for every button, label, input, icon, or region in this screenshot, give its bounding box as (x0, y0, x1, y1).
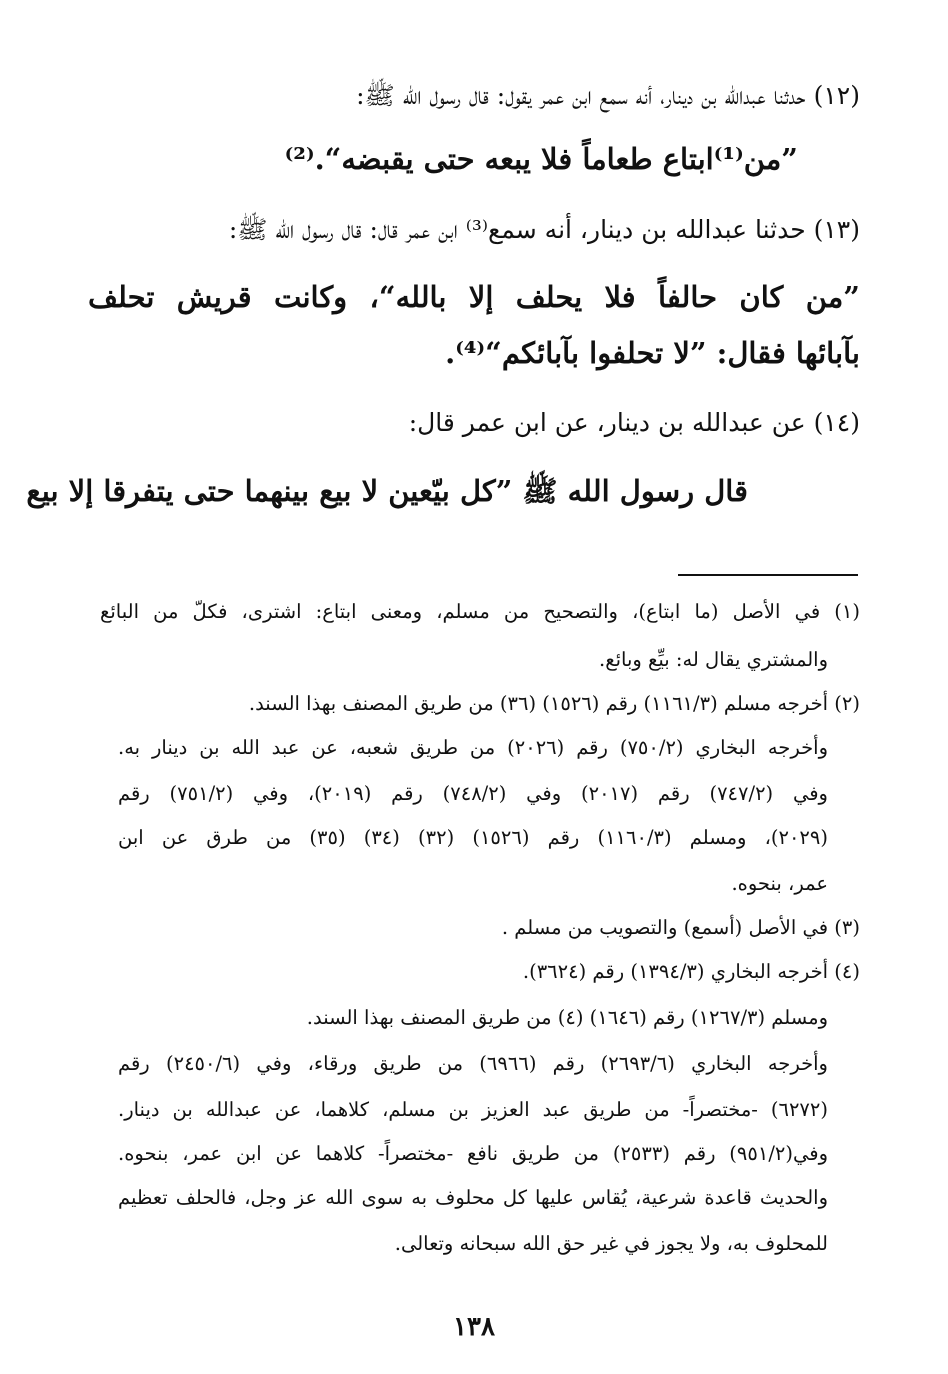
hadith-13-text-line-2: بآبائها فقال: ”لا تحلفوا بآبائكم“⁽⁴⁾. (445, 336, 860, 370)
footnote-4-line-5: وفي(٩٥١/٢) رقم (٢٥٣٣) من طريق نافع -مختصراً- كلاهما عن ابن عمر، بنحوه. (118, 1142, 828, 1165)
hadith-12-chain: (١٢) حدثنا عبدالله بن دينار، أنه سمع ابن عمر يقول: قال رسول الله ﷺ: (356, 81, 860, 110)
footnote-2-line-1: (٢) أخرجه مسلم (١١٦١/٣) رقم (١٥٢٦) (٣٦) من طريق المصنف بهذا السند. (248, 692, 860, 715)
footnote-4-line-3: وأخرجه البخاري (٢٦٩٣/٦) رقم (٦٩٦٦) من طريق ورقاء، وفي (٢٤٥٠/٦) رقم (118, 1052, 828, 1075)
footnote-4-line-4: (٦٢٧٢) -مختصراً- من طريق عبد العزيز بن مسلم، كلاهما، عن عبدالله بن دينار. (118, 1098, 828, 1121)
hadith-12-text: ”من⁽¹⁾ابتاع طعاماً فلا يبعه حتى يقبضه“.⁽²⁾ (284, 142, 798, 176)
footnote-4-line-2: ومسلم (١٢٦٧/٣) رقم (١٦٤٦) (٤) من طريق المصنف بهذا السند. (306, 1006, 828, 1029)
footnote-3: (٣) في الأصل (أسمع) والتصويب من مسلم . (501, 916, 860, 939)
footnote-2-line-3: وفي (٧٤٧/٢) رقم (٢٠١٧) وفي (٧٤٨/٢) رقم (٢٠١٩)، وفي (٧٥١/٢) رقم (118, 782, 828, 805)
footnote-1-line-2: والمشتري يقال له: بيِّع وبائع. (599, 648, 828, 671)
footnote-separator (678, 574, 858, 576)
footnote-2-line-2: وأخرجه البخاري (٧٥٠/٢) رقم (٢٠٢٦) من طريق شعبه، عن عبد الله بن دينار به. (118, 736, 828, 759)
footnote-2-line-5: عمر، بنحوه. (731, 872, 828, 895)
footnote-4-line-7: للمحلوف به، ولا يجوز في غير حق الله سبحانه وتعالى. (394, 1232, 828, 1255)
hadith-13-text-line-1: ”من كان حالفاً فلا يحلف إلا بالله“، وكانت قريش تحلف (88, 280, 860, 314)
hadith-14-chain: (١٤) عن عبدالله بن دينار، عن ابن عمر قال: (408, 408, 860, 437)
hadith-14-text-line-1: قال رسول الله ﷺ ”كل بيّعين لا بيع بينهما حتى يتفرقا إلا بيع (26, 474, 748, 508)
footnote-4-line-1: (٤) أخرجه البخاري (١٣٩٤/٣) رقم (٣٦٢٤). (522, 960, 860, 983)
footnote-1-line-1: (١) في الأصل (ما ابتاع)، والتصحيح من مسلم، ومعنى ابتاع: اشترى، فكلّ من البائع (100, 600, 860, 623)
hadith-13-chain: (١٣) حدثنا عبدالله بن دينار، أنه سمع⁽³⁾ ابن عمر قال: قال رسول الله ﷺ: (228, 215, 860, 244)
page-number: ١٣٨ (453, 1312, 495, 1342)
footnote-2-line-4: (٢٠٢٩)، ومسلم (١١٦٠/٣) رقم (١٥٢٦) (٣٢) (٣٤) (٣٥) من طرق عن ابن (118, 826, 828, 849)
footnote-4-line-6: والحديث قاعدة شرعية، يُقاس عليها كل محلوف به سوى الله عز وجل، فالحلف تعظيم (118, 1186, 828, 1209)
